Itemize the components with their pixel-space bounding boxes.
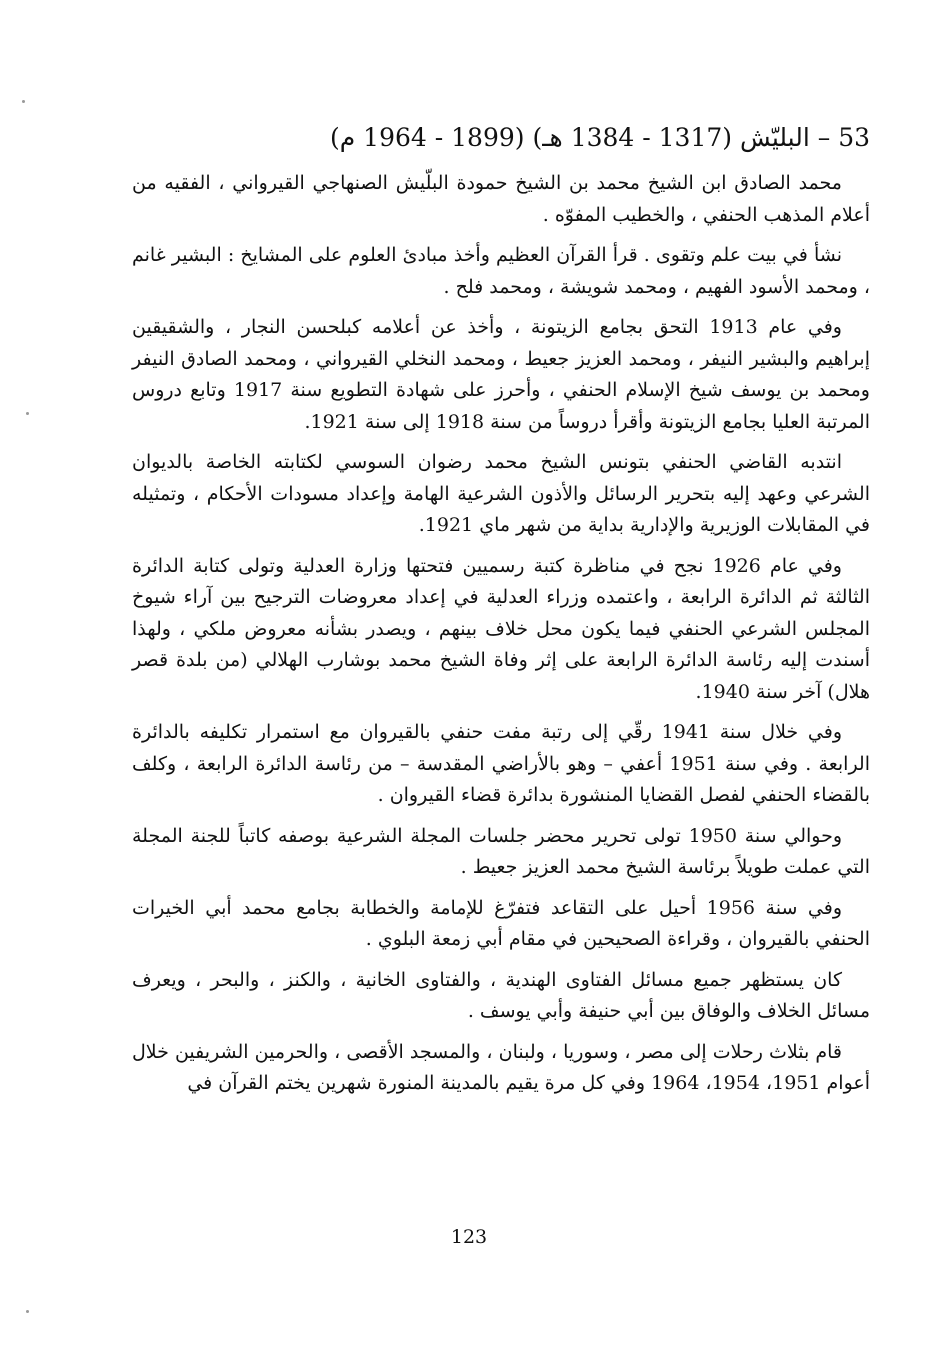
page-text-body (132, 118, 870, 1100)
paragraph: وحوالي سنة 1950 تولى تحرير محضر جلسات المجلة الشرعية بوصفه كاتباً للجنة المجلة التي عملت طويلاً برئاسة الشيخ محمد العزيز جعيط . (132, 824, 870, 878)
paragraph: قام بثلاث رحلات إلى مصر ، وسوريا ، ولبنان ، والمسجد الأقصى ، والحرمين الشريفين خلال أعوام 1951، 1954، 1964 وفي كل مرة يقيم بالمدينة المنورة شهرين يختم القرآن في (132, 1040, 870, 1094)
paragraph: محمد الصادق ابن الشيخ محمد بن الشيخ حمودة البلّيش الصنهاجي القيرواني ، الفقيه من أعلام المذهب الحنفي ، والخطيب المفوّه . (132, 172, 870, 226)
paragraph: وفي سنة 1956 أحيل على التقاعد فتفرّغ للإمامة والخطابة بجامع محمد أبي الخيرات الحنفي بالقيروان ، وقراءة الصحيحين في مقام أبي زمعة البلوي . (132, 896, 870, 950)
paragraph: وفي عام 1926 نجح في مناظرة كتبة رسميين فتحتها وزارة العدلية وتولى كتابة الدائرة الثالثة ثم الدائرة الرابعة ، واعتمده وزراء العدلية في إعداد معروضات الترجيح بين آراء شيوخ المجلس الشرعي الحنفي فيما يكون محل خلاف بينهم ، ويصدر بشأنه معروض ملكي ، ولهذا أسندت إليه رئاسة الدائرة الرابعة على إثر وفاة الشيخ محمد بوشارب الهلالي (من بلدة قصر هلال) آخر سنة 1940. (132, 554, 870, 703)
page-number: 123 (450, 1226, 488, 1248)
paragraph: انتدبه القاضي الحنفي بتونس الشيخ محمد رضوان السوسي لكتابته الخاصة بالديوان الشرعي وعهد إليه بتحرير الرسائل والأذون الشرعية الهامة وإعداد مسودات الأحكام ، وتمثيله في المقابلات الوزيرية والإدارية بداية من شهر ماي 1921. (132, 451, 870, 536)
scan-speck (22, 100, 25, 103)
paragraph: وفي عام 1913 التحق بجامع الزيتونة ، وأخذ عن أعلامه كبلحسن النجار ، والشقيقين إبراهيم والبشير النيفر ، ومحمد العزيز جعيط ، ومحمد النخلي القيرواني ، ومحمد الصادق النيفر ومحمد بن يوسف شيخ الإسلام الحنفي ، وأحرز على شهادة التطويع سنة 1917 وتابع دروس المرتبة العليا بجامع الزيتونة وأقرأ دروساً من سنة 1918 إلى سنة 1921. (132, 316, 870, 433)
paragraph: كان يستظهر جميع مسائل الفتاوى الهندية ، والفتاوى الخانية ، والكنز ، والبحر ، ويعرف مسائل الخلاف والوفاق بين أبي حنيفة وأبي يوسف . (132, 968, 870, 1022)
entry-heading: 53 – البليّش (1317 - 1384 هـ) (1899 - 1964 م) (329, 123, 870, 152)
scan-speck (26, 412, 29, 415)
scan-speck (26, 1310, 29, 1313)
paragraph: وفي خلال سنة 1941 رقّي إلى رتبة مفت حنفي بالقيروان مع استمرار تكليفه بالدائرة الرابعة . وفي سنة 1951 أعفي – وهو بالأراضي المقدسة – من رئاسة الدائرة الرابعة ، وكلف بالقضاء الحنفي لفصل القضايا المنشورة بدائرة قضاء القيروان . (132, 721, 870, 806)
paragraph: نشأ في بيت علم وتقوى . قرأ القرآن العظيم وأخذ مبادئ العلوم على المشايخ : البشير غانم ، ومحمد الأسود الفهيم ، ومحمد شويشة ، ومحمد فلح . (132, 244, 870, 298)
